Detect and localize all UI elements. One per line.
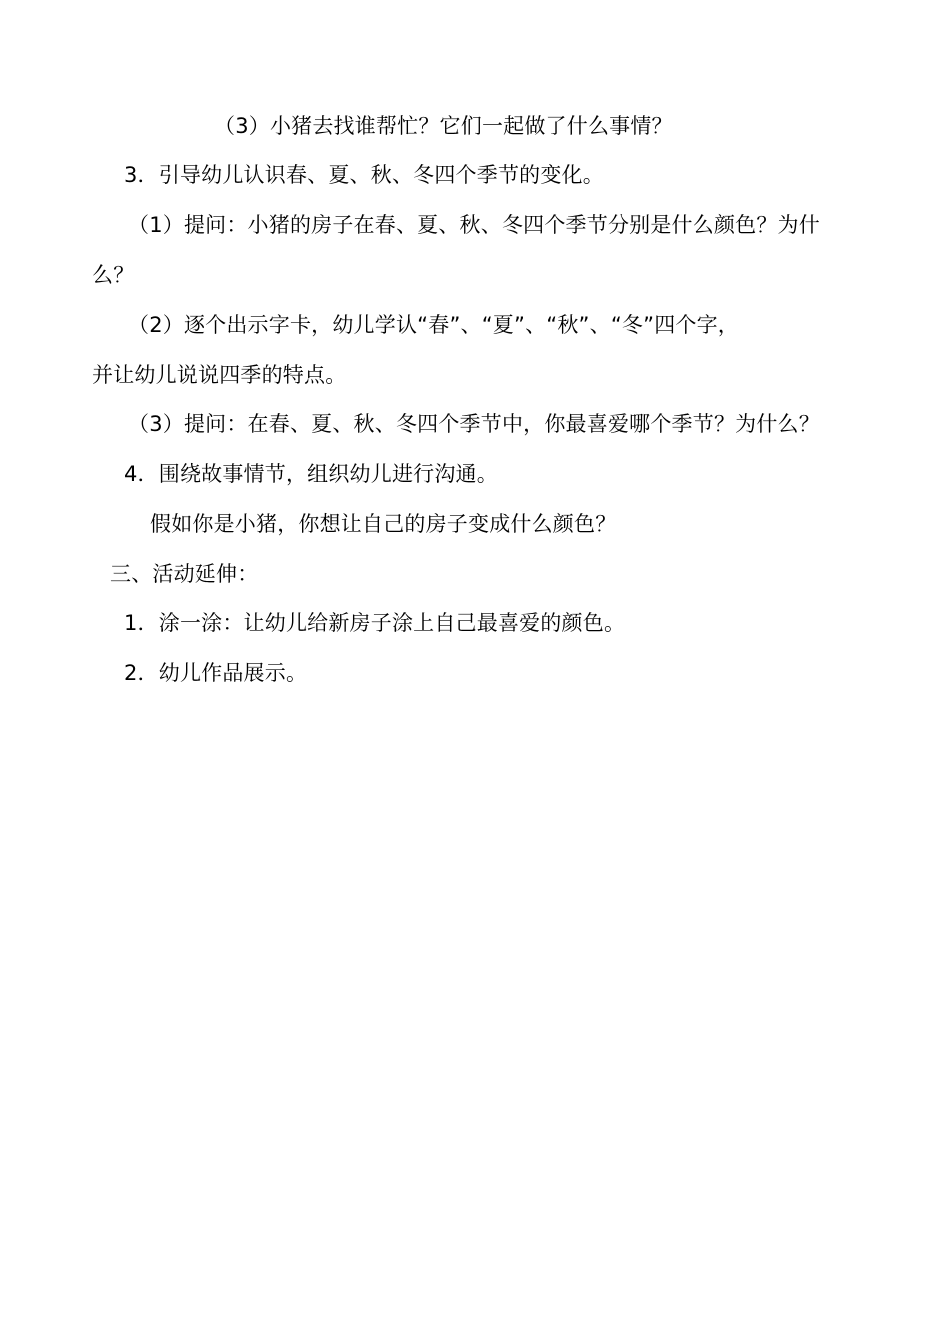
sub-item-2-line: （2）逐个出示字卡，幼儿学认“春”、“夏”、“秋”、“冬”四个字， [128,313,739,337]
sub-item-3-line: （3）提问：在春、夏、秋、冬四个季节中，你最喜爱哪个季节？为什么？ [128,412,820,436]
step-3-heading: 3．引导幼儿认识春、夏、秋、冬四个季节的变化。 [124,163,604,187]
step-4-question: 假如你是小猪，你想让自己的房子变成什么颜色？ [150,512,617,536]
sub-item-1-line: （1）提问：小猪的房子在春、夏、秋、冬四个季节分别是什么颜色？为什 [128,213,820,237]
section-3-heading: 三、活动延伸： [110,562,259,586]
step-4-heading: 4．围绕故事情节，组织幼儿进行沟通。 [124,462,498,486]
extension-item-1: 1．涂一涂：让幼儿给新房子涂上自己最喜爱的颜色。 [124,611,626,635]
sub-item-2-continuation: 并让幼儿说说四季的特点。 [92,363,347,387]
sub-item-1-continuation: 么？ [92,263,135,287]
extension-item-2: 2．幼儿作品展示。 [124,661,308,685]
question-3-line: （3）小猪去找谁帮忙？它们一起做了什么事情？ [214,114,673,138]
